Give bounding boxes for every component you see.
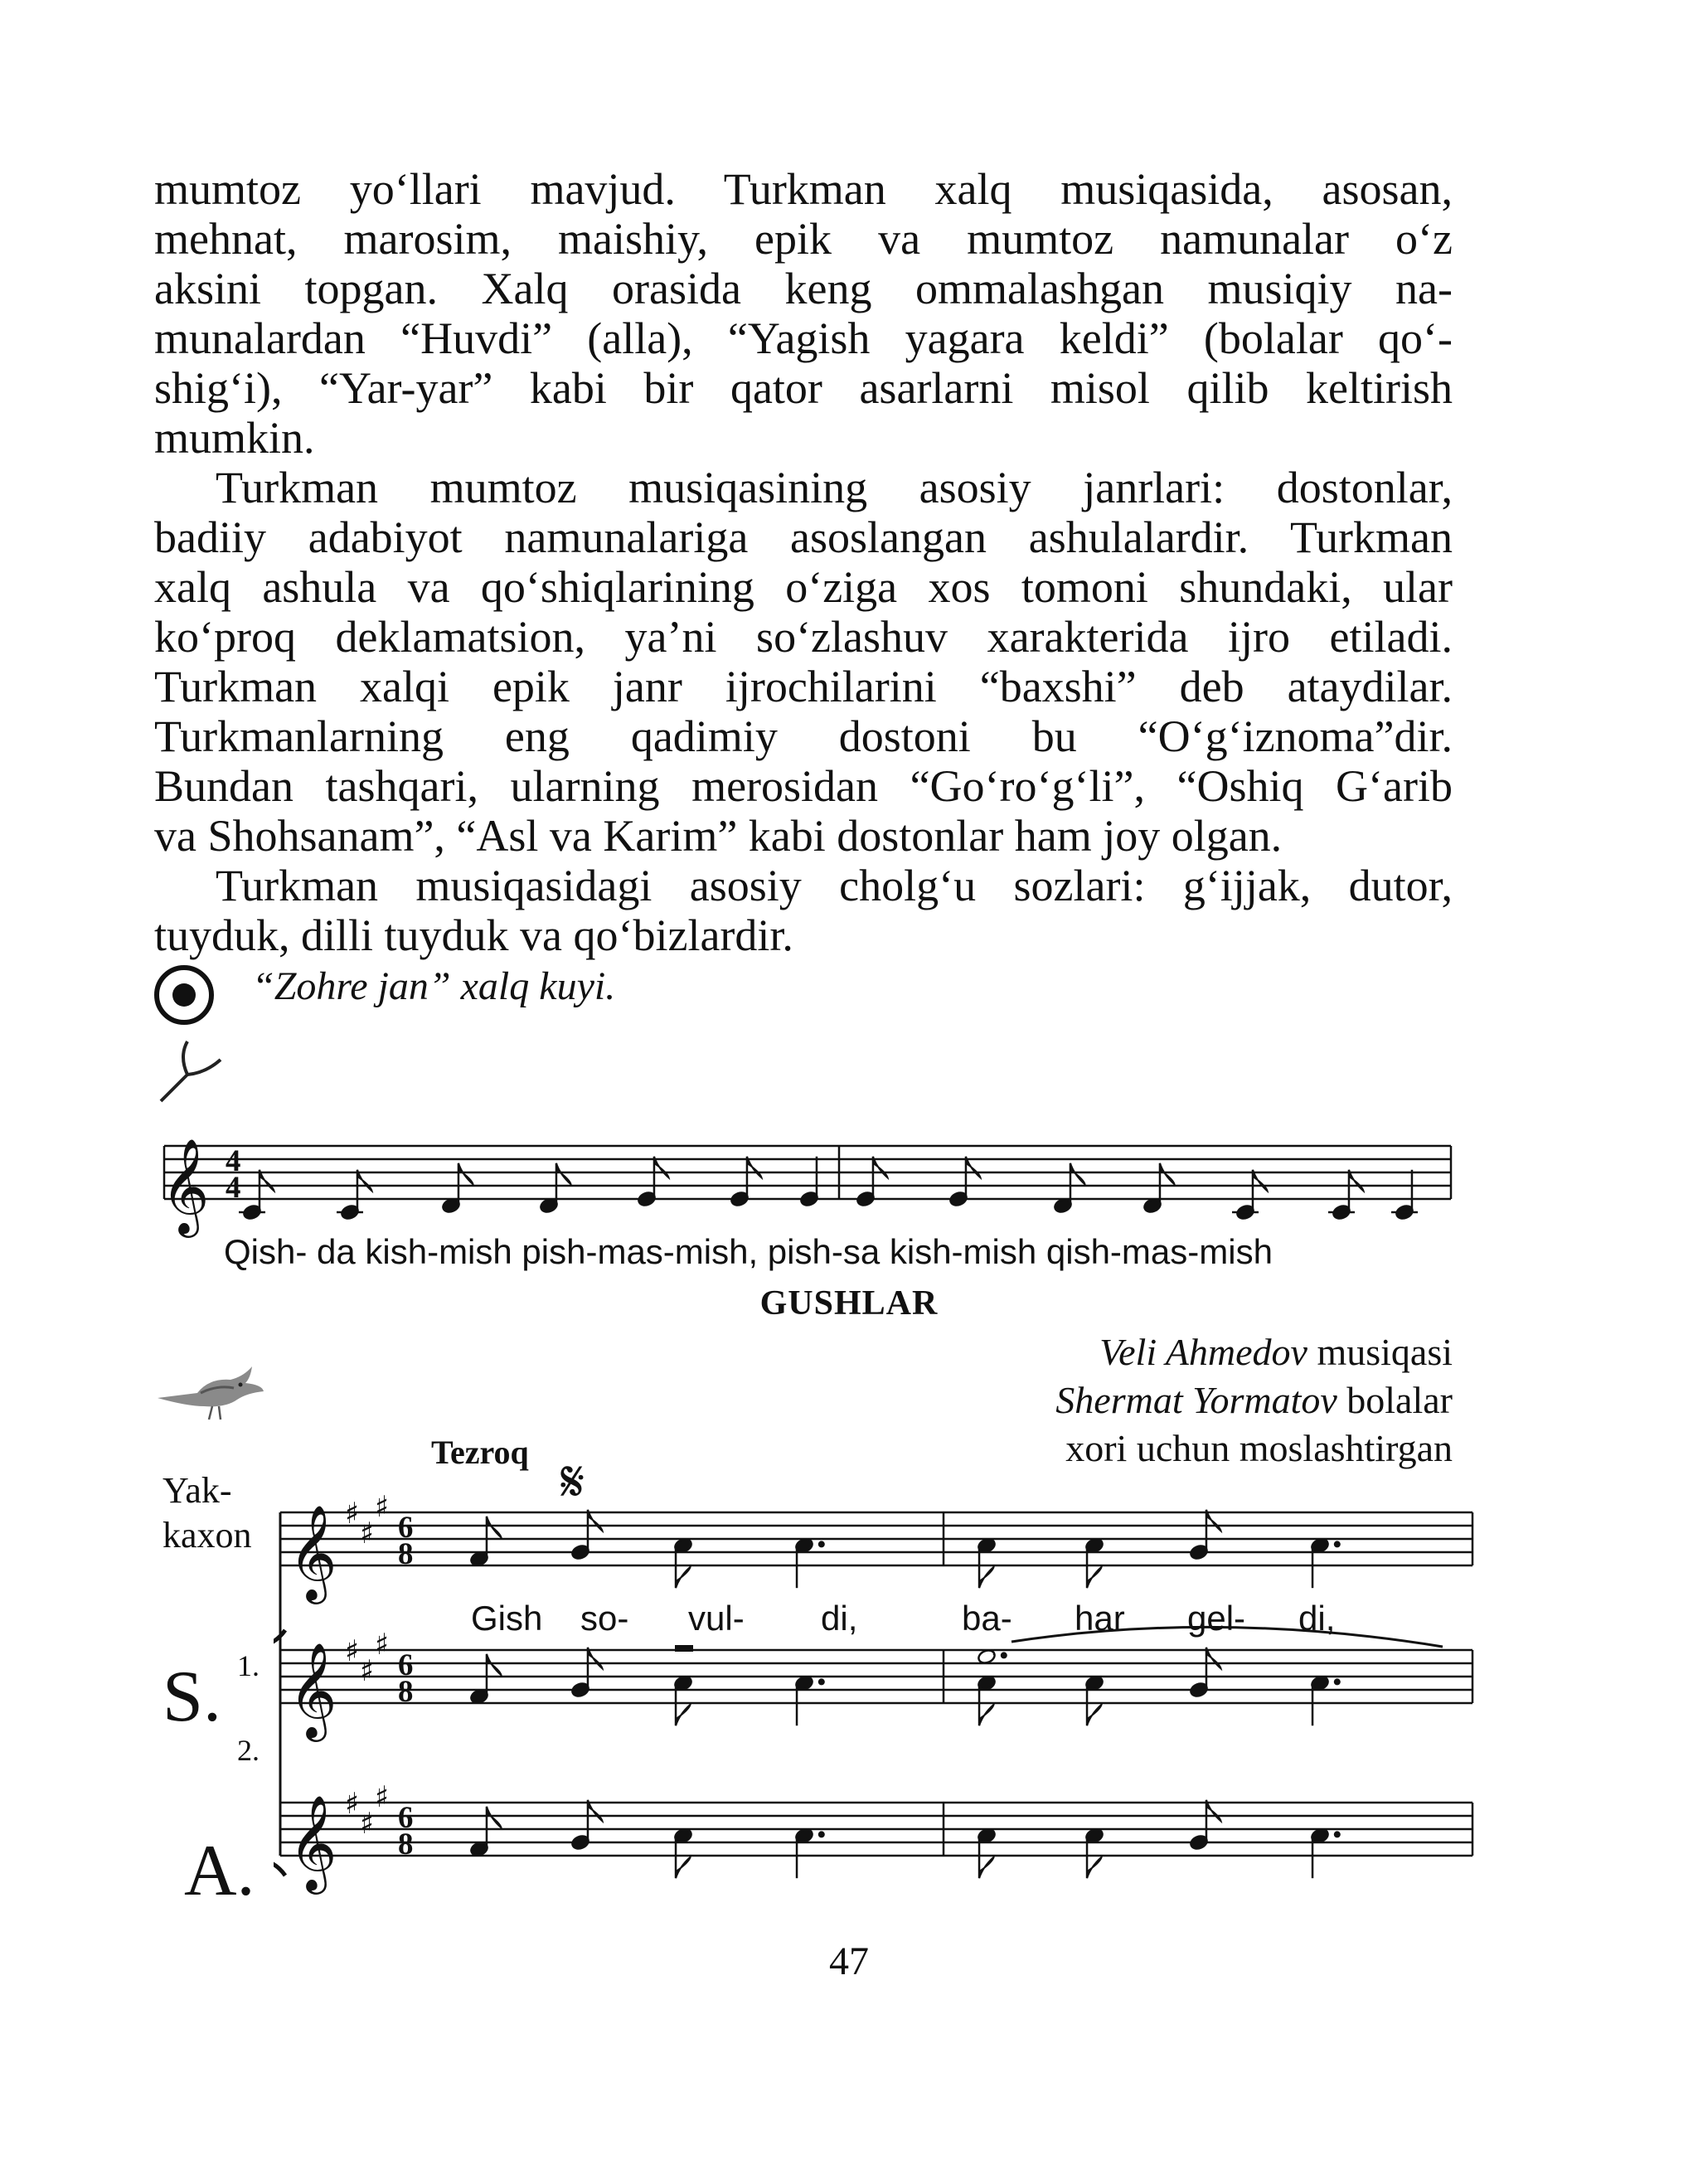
arranger-role: bolalar — [1337, 1379, 1453, 1421]
time-signature-top: 6 — [398, 1800, 414, 1834]
sharp-sign: ♯ — [375, 1779, 390, 1814]
body-line: xalq ashula va qo‘shiqlarining o‘ziga xos tomoni shundaki, ular — [154, 562, 1453, 612]
treble-clef: 𝄞 — [289, 1643, 337, 1738]
solo-label-line2: kaxon — [163, 1515, 252, 1555]
lyric-syllable: ba- — [962, 1599, 1012, 1638]
body-text — [154, 164, 1453, 960]
note-dot — [1334, 1831, 1341, 1837]
credit-line-3: xori uchun moslashtirgan — [1065, 1427, 1453, 1469]
song-caption: “Zohre jan” xalq kuyi. — [252, 964, 616, 1008]
soprano-label: S. — [163, 1657, 221, 1737]
sharp-sign: ♯ — [360, 1806, 375, 1841]
lyric-syllable: di, — [821, 1599, 858, 1638]
body-line: Turkmanlarning eng qadimiy dostoni bu “O‘g‘iznoma”dir. — [154, 711, 1453, 761]
soprano-voice-1-number: 1. — [237, 1649, 260, 1682]
note-flag — [676, 1705, 691, 1726]
body-line: badiiy adabiyot namunalariga asoslangan ashulalardir. Turkman — [154, 512, 1453, 562]
sharp-sign: ♯ — [345, 1786, 360, 1821]
note-flag — [487, 1654, 502, 1676]
soprano-voice-2-number: 2. — [237, 1734, 260, 1767]
listen-audio-icon[interactable] — [154, 965, 214, 1025]
time-signature-bottom: 4 — [226, 1170, 241, 1204]
body-line: Turkman mumtoz musiqasining asosiy janrlari: dostonlar, — [216, 463, 1453, 512]
note-flag — [1160, 1163, 1175, 1185]
note-flag — [979, 1857, 994, 1879]
note-dot — [818, 1678, 825, 1685]
body-line: Bundan tashqari, ularning merosidan “Go‘ro‘g‘li”, “Oshiq G‘arib — [154, 761, 1453, 811]
body-line: aksini topgan. Xalq orasida keng ommalashgan musiqiy na- — [154, 264, 1453, 313]
note-dot — [1334, 1678, 1341, 1685]
note-flag — [1087, 1567, 1102, 1589]
note-dot — [1334, 1541, 1341, 1547]
whole-rest — [675, 1645, 693, 1652]
song2-lyrics — [0, 1599, 1698, 1640]
treble-clef: 𝄞 — [289, 1505, 337, 1600]
body-line: ko‘proq deklamatsion, ya’ni so‘zlashuv xarakterida ijro etiladi. — [154, 612, 1453, 662]
segno-sign: 𝄋 — [560, 1449, 585, 1515]
time-signature-bottom: 8 — [398, 1827, 414, 1861]
body-line: shig‘i), “Yar-yar” kabi bir qator asarlarni misol qilib keltirish — [154, 363, 1453, 413]
body-line: Turkman musiqasidagi asosiy cholg‘u sozlari: g‘ijjak, dutor, — [216, 861, 1453, 910]
credit-line-1 — [1055, 1328, 1453, 1376]
solo-label-line1: Yak- — [163, 1470, 232, 1511]
note-flag — [487, 1807, 502, 1828]
tempo-marking: Tezroq — [431, 1434, 529, 1471]
composer-name: Veli Ahmedov — [1099, 1331, 1307, 1373]
lyric-syllable: vul- — [688, 1599, 745, 1638]
lyric-syllable: gel- — [1187, 1599, 1246, 1638]
note-flag — [1087, 1857, 1102, 1879]
arranger-name: Shermat Yormatov — [1055, 1379, 1337, 1421]
body-line: mumkin. — [154, 413, 315, 463]
alto-label: A. — [184, 1831, 255, 1911]
song2-heading: GUSHLAR — [759, 1284, 939, 1323]
lyric-syllable: di, — [1298, 1599, 1336, 1638]
page-number: 47 — [829, 1939, 869, 1983]
note-dot — [818, 1831, 825, 1837]
note-flag — [979, 1567, 994, 1589]
note-dot — [1001, 1652, 1007, 1658]
sharp-sign: ♯ — [345, 1496, 360, 1531]
composer-role: musiqasi — [1307, 1331, 1453, 1373]
sharp-sign: ♯ — [360, 1653, 375, 1688]
body-line: mehnat, marosim, maishiy, epik va mumtoz namunalar o‘z — [154, 214, 1453, 264]
sharp-sign: ♯ — [375, 1627, 390, 1662]
song1-lyrics: Qish- da kish-mish pish-mas-mish, pish-sa kish-mish qish-mas-mish — [224, 1232, 1273, 1271]
bird-illustration — [154, 1360, 270, 1426]
credit-line-2 — [1055, 1376, 1453, 1424]
lyric-syllable: Gish — [471, 1599, 543, 1638]
note-flag — [458, 1163, 473, 1185]
sharp-sign: ♯ — [375, 1489, 390, 1524]
sharp-sign: ♯ — [345, 1633, 360, 1668]
time-signature-bottom: 8 — [398, 1536, 414, 1570]
body-line: tuyduk, dilli tuyduk va qo‘bizlardir. — [154, 910, 793, 960]
body-line: munalardan “Huvdi” (alla), “Yagish yagara keldi” (bolalar qo‘- — [154, 313, 1453, 363]
treble-clef: 𝄞 — [161, 1138, 210, 1234]
body-line: mumtoz yo‘llari mavjud. Turkman xalq musiqasida, asosan, — [154, 164, 1453, 214]
bracket-hook — [274, 1861, 285, 1876]
body-line: Turkman xalqi epik janr ijrochilarini “baxshi” deb ataydilar. — [154, 662, 1453, 711]
time-signature-top: 4 — [226, 1143, 241, 1177]
lyric-syllable: har — [1075, 1599, 1125, 1638]
note-flag — [1087, 1705, 1102, 1726]
sharp-sign: ♯ — [360, 1516, 375, 1551]
note-dot — [818, 1541, 825, 1547]
score-gushlar — [274, 1443, 1476, 1940]
note-flag — [979, 1705, 994, 1726]
body-line: va Shohsanam”, “Asl va Karim” kabi dostonlar ham joy olgan. — [154, 811, 1283, 861]
treble-clef: 𝄞 — [289, 1795, 337, 1890]
note-flag — [676, 1857, 691, 1879]
score-zohre-jan — [154, 1078, 1453, 1244]
lyric-syllable: so- — [580, 1599, 629, 1638]
note-flag — [676, 1567, 691, 1589]
note-flag — [1070, 1163, 1085, 1185]
time-signature-top: 6 — [398, 1510, 414, 1544]
time-signature-top: 6 — [398, 1648, 414, 1682]
note-flag — [487, 1517, 502, 1538]
time-signature-bottom: 8 — [398, 1674, 414, 1708]
note-flag — [556, 1163, 571, 1185]
